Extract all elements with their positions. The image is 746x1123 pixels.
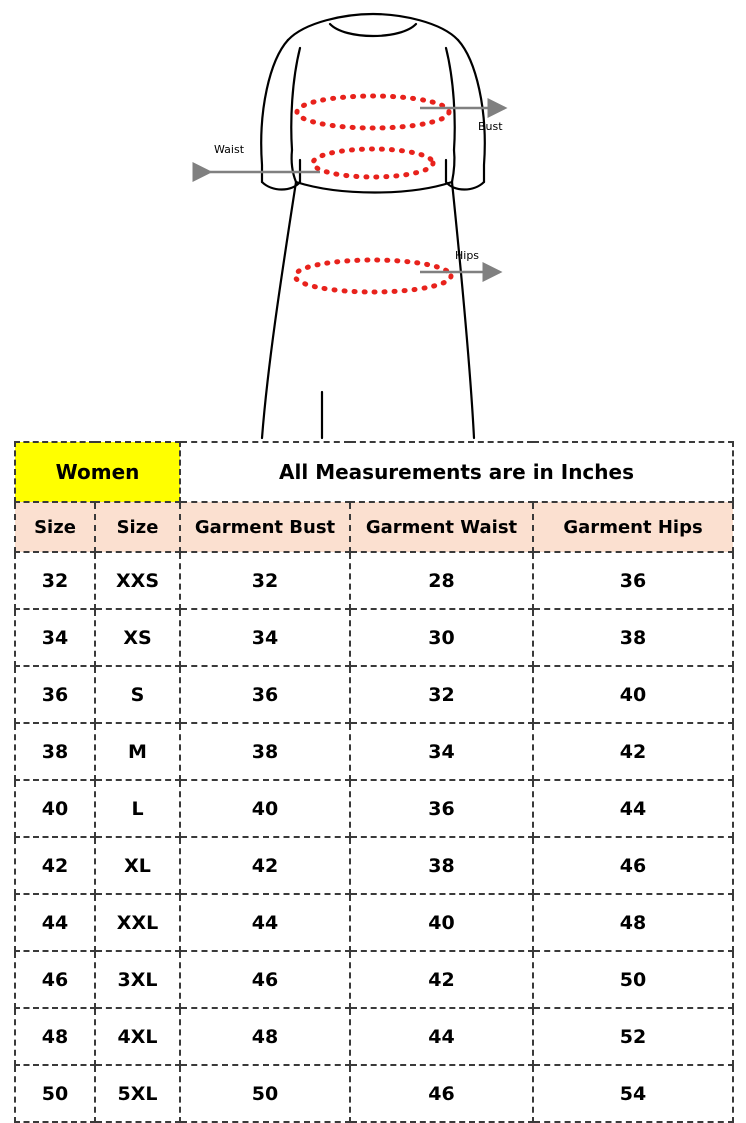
- cell-size-alpha: 4XL: [95, 1008, 180, 1065]
- cell-waist: 32: [350, 666, 533, 723]
- cell-hips: 50: [533, 951, 733, 1008]
- cell-size-alpha: 3XL: [95, 951, 180, 1008]
- cell-hips: 38: [533, 609, 733, 666]
- hips-measure-ellipse: [295, 260, 451, 292]
- cell-hips: 54: [533, 1065, 733, 1122]
- cell-bust: 50: [180, 1065, 350, 1122]
- table-row: [15, 666, 733, 723]
- dress-illustration-svg: [0, 0, 746, 440]
- cell-size-numeric: 40: [15, 780, 95, 837]
- cell-hips: 42: [533, 723, 733, 780]
- cell-size-numeric: 38: [15, 723, 95, 780]
- dress-outline: [261, 14, 485, 438]
- table-row: [15, 837, 733, 894]
- cell-bust: 32: [180, 552, 350, 609]
- cell-hips: 36: [533, 552, 733, 609]
- waist-label: Waist: [214, 143, 245, 156]
- cell-size-alpha: S: [95, 666, 180, 723]
- bust-measure-ellipse: [297, 96, 449, 128]
- cell-size-numeric: 46: [15, 951, 95, 1008]
- cell-waist: 30: [350, 609, 533, 666]
- table-row: [15, 723, 733, 780]
- cell-size-numeric: 36: [15, 666, 95, 723]
- table-row: [15, 894, 733, 951]
- table-row: [15, 780, 733, 837]
- table-row: [15, 1008, 733, 1065]
- cell-hips: 46: [533, 837, 733, 894]
- cell-bust: 48: [180, 1008, 350, 1065]
- cell-waist: 40: [350, 894, 533, 951]
- cell-waist: 42: [350, 951, 533, 1008]
- cell-waist: 44: [350, 1008, 533, 1065]
- header-garment-bust: Garment Bust: [180, 502, 350, 552]
- table-row: [15, 951, 733, 1008]
- cell-size-alpha: M: [95, 723, 180, 780]
- cell-hips: 44: [533, 780, 733, 837]
- cell-bust: 36: [180, 666, 350, 723]
- table-row: [15, 1065, 733, 1122]
- cell-size-numeric: 34: [15, 609, 95, 666]
- header-garment-waist: Garment Waist: [350, 502, 533, 552]
- cell-bust: 46: [180, 951, 350, 1008]
- cell-bust: 38: [180, 723, 350, 780]
- cell-size-numeric: 48: [15, 1008, 95, 1065]
- header-size-numeric: Size: [15, 502, 95, 552]
- dress-measurement-figure: [0, 0, 746, 440]
- cell-size-numeric: 44: [15, 894, 95, 951]
- cell-hips: 52: [533, 1008, 733, 1065]
- cell-hips: 40: [533, 666, 733, 723]
- table-title-measurements: All Measurements are in Inches: [180, 442, 733, 502]
- table-title-row: [15, 442, 733, 502]
- cell-waist: 36: [350, 780, 533, 837]
- cell-size-alpha: XXL: [95, 894, 180, 951]
- size-table-wrapper: [14, 441, 732, 1123]
- cell-bust: 44: [180, 894, 350, 951]
- table-header-row: [15, 502, 733, 552]
- cell-hips: 48: [533, 894, 733, 951]
- waist-measure-ellipse: [313, 149, 433, 177]
- cell-bust: 42: [180, 837, 350, 894]
- cell-waist: 34: [350, 723, 533, 780]
- cell-size-alpha: 5XL: [95, 1065, 180, 1122]
- cell-size-alpha: XL: [95, 837, 180, 894]
- table-title-women: Women: [15, 442, 180, 502]
- cell-size-alpha: XS: [95, 609, 180, 666]
- cell-bust: 40: [180, 780, 350, 837]
- size-table: [14, 441, 734, 1123]
- cell-waist: 38: [350, 837, 533, 894]
- cell-bust: 34: [180, 609, 350, 666]
- cell-size-numeric: 42: [15, 837, 95, 894]
- header-garment-hips: Garment Hips: [533, 502, 733, 552]
- cell-waist: 28: [350, 552, 533, 609]
- cell-size-numeric: 50: [15, 1065, 95, 1122]
- cell-size-alpha: XXS: [95, 552, 180, 609]
- cell-size-numeric: 32: [15, 552, 95, 609]
- hips-label: Hips: [455, 249, 480, 262]
- table-row: [15, 552, 733, 609]
- cell-size-alpha: L: [95, 780, 180, 837]
- cell-waist: 46: [350, 1065, 533, 1122]
- table-row: [15, 609, 733, 666]
- bust-label: Bust: [478, 120, 503, 133]
- header-size-alpha: Size: [95, 502, 180, 552]
